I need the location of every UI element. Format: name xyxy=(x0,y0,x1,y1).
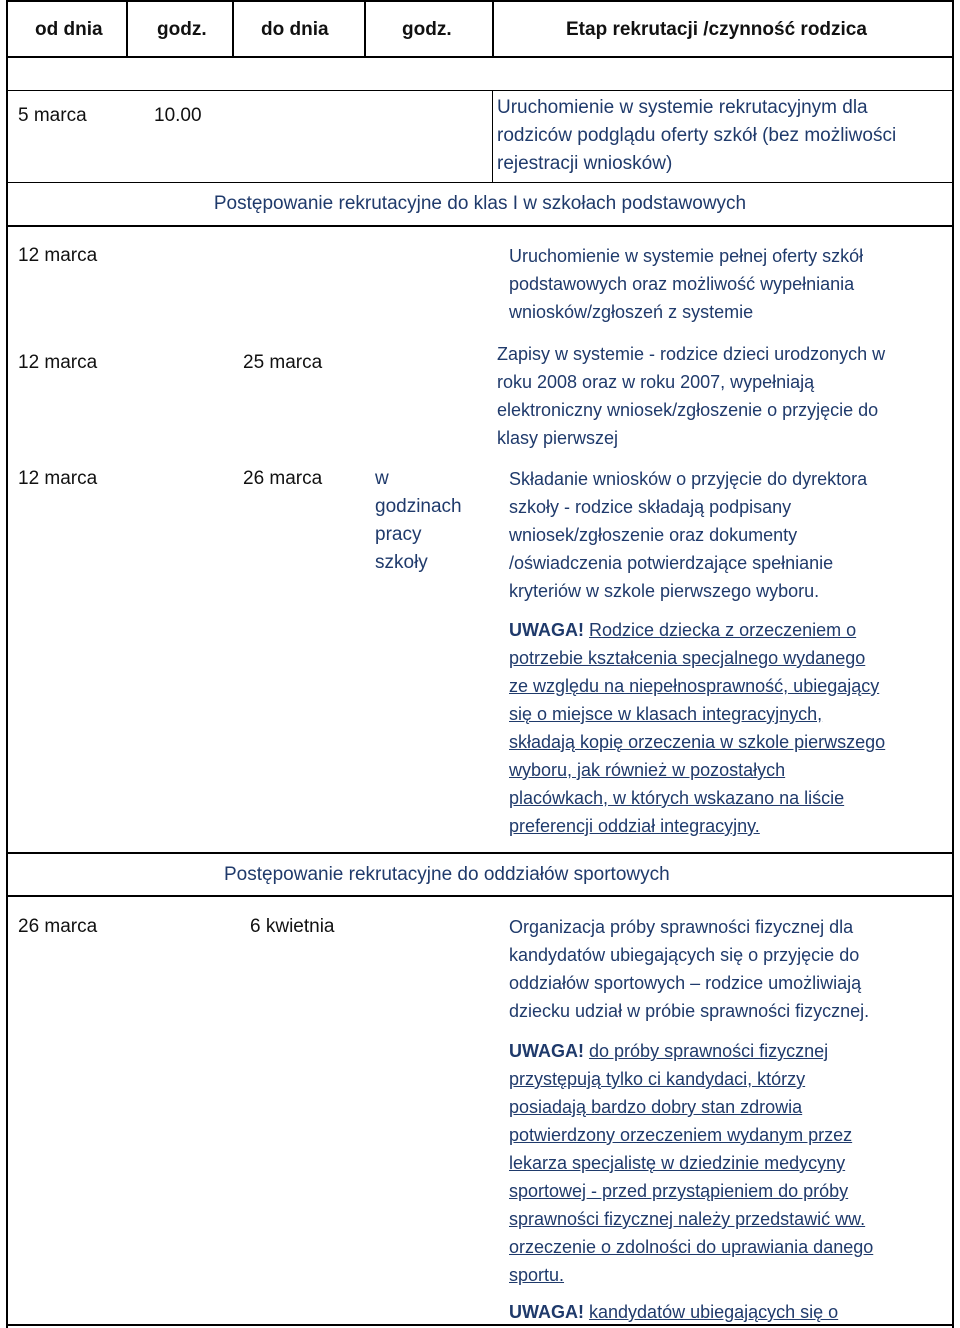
submit-time-line-3: pracy xyxy=(375,524,422,545)
submit-to-date: 26 marca xyxy=(243,468,323,489)
sport-from-date: 26 marca xyxy=(18,916,98,937)
submit-line-5: kryteriów w szkole pierwszego wyboru. xyxy=(509,581,820,601)
submit-from-date: 12 marca xyxy=(18,468,98,489)
submit-note-line-3: się o miejsce w klasach integracyjnych, xyxy=(509,704,823,724)
header-col-sep-4 xyxy=(492,0,494,57)
header-col-sep-2 xyxy=(232,0,234,57)
header-divider xyxy=(6,56,954,58)
preview-from-date: 5 marca xyxy=(18,105,87,126)
submit-time-line-4: szkoły xyxy=(375,552,428,573)
sport-description xyxy=(509,913,869,1025)
primary-section-divider xyxy=(6,225,954,227)
header-to-time: godz. xyxy=(402,19,452,40)
sport-note1-line-7: orzeczenie o zdolności do uprawiania danego xyxy=(509,1237,874,1257)
preview-col-sep xyxy=(492,90,493,182)
sport-note1-line-4: lekarza specjalistę w dziedzinie medycyny xyxy=(509,1153,846,1173)
preview-description xyxy=(497,94,896,178)
header-to-date: do dnia xyxy=(261,19,329,40)
offer-line-2: podstawowych oraz możliwość wypełniania xyxy=(509,274,855,294)
sport-line-4: dziecku udział w próbie sprawności fizycznej. xyxy=(509,1001,870,1021)
sport-note1-line-1: przystępują tylko ci kandydaci, którzy xyxy=(509,1069,806,1089)
offer-description xyxy=(509,242,863,326)
preview-from-time: 10.00 xyxy=(154,105,202,126)
enroll-line-4: klasy pierwszej xyxy=(497,428,619,448)
note-label: UWAGA! xyxy=(509,1041,584,1061)
header-from-date: od dnia xyxy=(35,19,103,40)
submit-note-first-line xyxy=(509,616,885,644)
sport-note-1 xyxy=(509,1037,873,1289)
sport-line-1: Organizacja próby sprawności fizycznej dla xyxy=(509,917,854,937)
offer-from-date: 12 marca xyxy=(18,245,98,266)
enroll-line-3: elektroniczny wniosek/zgłoszenie o przyjęcie do xyxy=(497,400,879,420)
section-heading-primary: Postępowanie rekrutacyjne do klas I w szkołach podstawowych xyxy=(213,193,747,214)
sport-note1-line-2: posiadają bardzo dobry stan zdrowia xyxy=(509,1097,803,1117)
submit-note-line-4: składają kopię orzeczenia w szkole pierwszego xyxy=(509,732,886,752)
enroll-description xyxy=(497,340,885,452)
header-stage: Etap rekrutacji /czynność rodzica xyxy=(566,19,867,40)
submit-line-4: /oświadczenia potwierdzające spełnianie xyxy=(509,553,834,573)
sport-section-top-divider xyxy=(6,852,954,854)
note-label: UWAGA! xyxy=(509,620,584,640)
offer-line-3: wniosków/zgłoszeń z systemie xyxy=(509,302,754,322)
blank-row-divider xyxy=(6,90,954,91)
submit-line-1: Składanie wniosków o przyjęcie do dyrektora xyxy=(509,469,868,489)
submit-time-line-2: godzinach xyxy=(375,496,462,517)
sport-note2-first: kandydatów ubiegających się o xyxy=(589,1302,839,1322)
preview-line-1: Uruchomienie w systemie rekrutacyjnym dla xyxy=(497,97,868,118)
sport-note1-first-line xyxy=(509,1037,873,1065)
sport-note1-line-5: sportowej - przed przystąpieniem do próby xyxy=(509,1181,849,1201)
submit-note-line-2: ze względu na niepełnosprawność, ubiegający xyxy=(509,676,880,696)
sport-line-3: oddziałów sportowych – rodzice umożliwiają xyxy=(509,973,862,993)
submit-note-line-5: wyboru, jak również w pozostałych xyxy=(509,760,786,780)
header-from-time: godz. xyxy=(157,19,207,40)
enroll-line-2: roku 2008 oraz w roku 2007, wypełniają xyxy=(497,372,815,392)
sport-section-bottom-divider xyxy=(6,895,954,897)
submit-note-line-7: preferencji oddział integracyjny. xyxy=(509,816,760,836)
submit-to-time xyxy=(375,465,462,577)
submit-note-line-1: potrzebie kształcenia specjalnego wydanego xyxy=(509,648,866,668)
sport-note1-first: do próby sprawności fizycznej xyxy=(589,1041,829,1061)
enroll-to-date: 25 marca xyxy=(243,352,323,373)
sport-note1-line-8: sportu. xyxy=(509,1265,565,1285)
sport-note-2 xyxy=(509,1298,838,1326)
section-heading-sport: Postępowanie rekrutacyjne do oddziałów sportowych xyxy=(224,864,670,885)
sport-to-date: 6 kwietnia xyxy=(250,916,335,937)
offer-line-1: Uruchomienie w systemie pełnej oferty szkół xyxy=(509,246,864,266)
preview-row-divider xyxy=(6,182,954,183)
sport-note1-line-3: potwierdzony orzeczeniem wydanym przez xyxy=(509,1125,853,1145)
submit-note-line-6: placówkach, w których wskazano na liście xyxy=(509,788,845,808)
sport-note1-line-6: sprawności fizycznej należy przedstawić ww. xyxy=(509,1209,866,1229)
submit-line-2: szkoły - rodzice składają podpisany xyxy=(509,497,792,517)
table-border-top xyxy=(6,0,954,2)
preview-line-3: rejestracji wniosków) xyxy=(497,153,673,174)
submit-time-line-1: w xyxy=(375,468,389,489)
header-col-sep-1 xyxy=(126,0,128,57)
submit-note-first: Rodzice dziecka z orzeczeniem o xyxy=(589,620,857,640)
enroll-line-1: Zapisy w systemie - rodzice dzieci urodzonych w xyxy=(497,344,886,364)
submit-note xyxy=(509,616,885,840)
header-col-sep-3 xyxy=(364,0,366,57)
submit-line-3: wniosek/zgłoszenie oraz dokumenty xyxy=(509,525,798,545)
enroll-from-date: 12 marca xyxy=(18,352,98,373)
sport-note2-first-line xyxy=(509,1298,838,1326)
sport-line-2: kandydatów ubiegających się o przyjęcie do xyxy=(509,945,860,965)
note-label: UWAGA! xyxy=(509,1302,584,1322)
submit-description xyxy=(509,465,867,605)
preview-line-2: rodziców podglądu oferty szkół (bez możliwości xyxy=(497,125,897,146)
